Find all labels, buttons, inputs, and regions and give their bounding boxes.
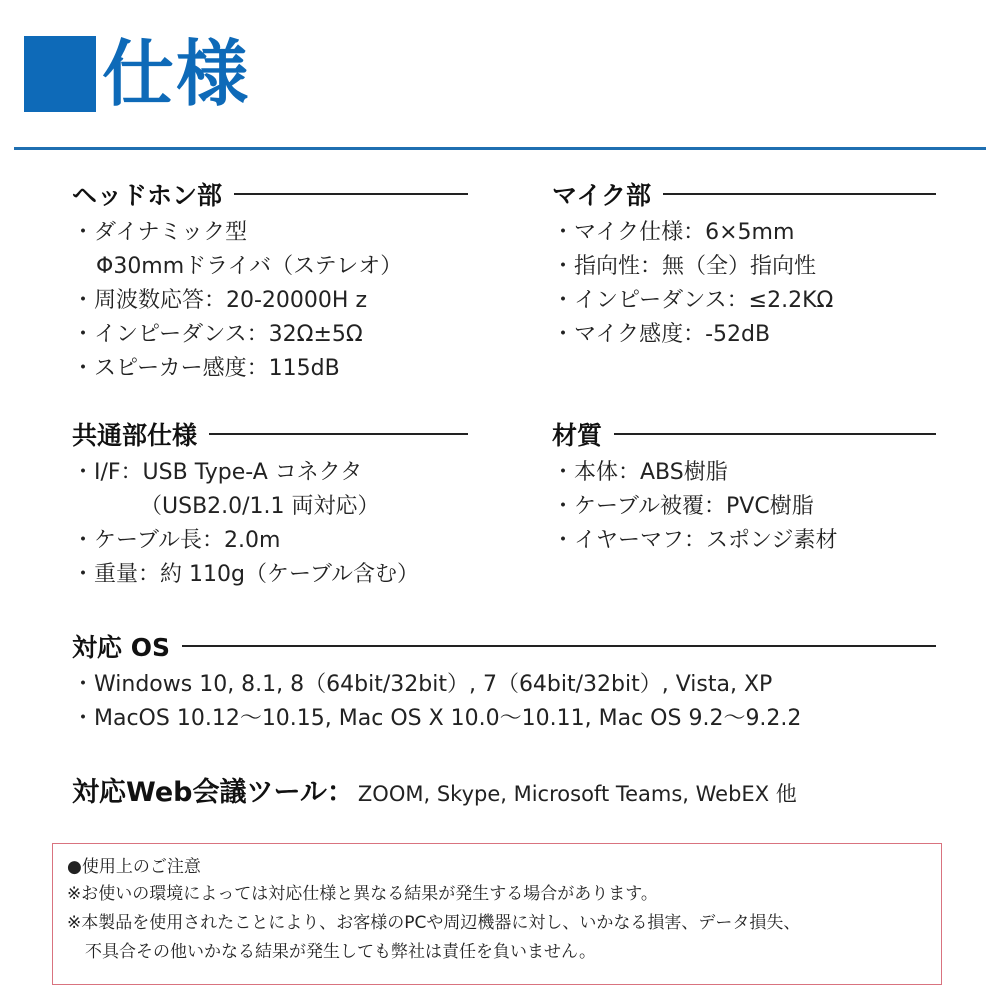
section-title: 対応 OS bbox=[72, 633, 170, 662]
spec-list bbox=[72, 216, 468, 386]
list-item: ・インピーダンス：≤2.2KΩ bbox=[552, 288, 834, 313]
list-item: ・マイク感度：-52dB bbox=[552, 322, 771, 347]
section-title: ヘッドホン部 bbox=[72, 181, 223, 210]
list-item: ・重量：約 110g（ケーブル含む） bbox=[72, 562, 419, 587]
list-item-continuation: （USB2.0/1.1 両対応） bbox=[140, 494, 380, 519]
list-item: ・指向性：無（全）指向性 bbox=[552, 254, 817, 279]
section-title: 材質 bbox=[552, 421, 603, 450]
notice-line: ※本製品を使用されたことにより、お客様のPCや周辺機器に対し、いかなる損害、データ損失、 bbox=[67, 913, 801, 933]
supported-os-section bbox=[72, 628, 936, 736]
list-item: ・MacOS 10.12〜10.15, Mac OS X 10.0〜10.11, Mac OS 9.2〜9.2.2 bbox=[72, 706, 802, 731]
web-meeting-label: 対応Web会議ツール： bbox=[72, 777, 354, 808]
list-item: ・Windows 10, 8.1, 8（64bit/32bit）, 7（64bit/32bit）, Vista, XP bbox=[72, 672, 773, 697]
page-title bbox=[24, 34, 250, 114]
headphone-section bbox=[72, 176, 468, 386]
title-square-mark bbox=[24, 36, 96, 112]
title-divider bbox=[14, 147, 986, 150]
section-rule bbox=[182, 645, 936, 647]
spec-list bbox=[72, 456, 468, 592]
spec-list bbox=[552, 216, 936, 352]
material-section bbox=[552, 416, 936, 558]
spec-list bbox=[552, 456, 936, 558]
list-item-continuation: Φ30mmドライバ（ステレオ） bbox=[96, 254, 403, 279]
section-header bbox=[72, 176, 468, 212]
list-item: ・ケーブル被覆：PVC樹脂 bbox=[552, 494, 814, 519]
common-spec-section bbox=[72, 416, 468, 592]
section-header bbox=[552, 416, 936, 452]
notice-line: ※お使いの環境によっては対応仕様と異なる結果が発生する場合があります。 bbox=[67, 884, 658, 904]
list-item: ・I/F：USB Type-A コネクタ （USB2.0/1.1 両対応） bbox=[72, 456, 468, 524]
section-rule bbox=[234, 193, 468, 195]
list-item: ・本体：ABS樹脂 bbox=[552, 460, 728, 485]
section-title: マイク部 bbox=[552, 181, 652, 210]
notice-line: 不具合その他いかなる結果が発生しても弊社は責任を負いません。 bbox=[85, 942, 597, 962]
mic-section bbox=[552, 176, 936, 352]
list-item: ・ケーブル長：2.0m bbox=[72, 528, 281, 553]
section-header bbox=[72, 416, 468, 452]
web-meeting-value: ZOOM, Skype, Microsoft Teams, WebEX 他 bbox=[357, 782, 797, 806]
section-rule bbox=[663, 193, 936, 195]
page-title-text: 仕様 bbox=[102, 32, 251, 116]
list-item: ・インピーダンス：32Ω±5Ω bbox=[72, 322, 363, 347]
web-meeting-tools bbox=[72, 770, 797, 809]
list-item: ・マイク仕様：6×5mm bbox=[552, 220, 795, 245]
section-header bbox=[552, 176, 936, 212]
spec-list bbox=[72, 668, 936, 736]
notice-title: ●使用上のご注意 bbox=[67, 857, 201, 877]
list-item: ・ダイナミック型 Φ30mmドライバ（ステレオ） bbox=[72, 216, 468, 284]
section-title: 共通部仕様 bbox=[72, 421, 198, 450]
section-rule bbox=[614, 433, 936, 435]
list-item: ・イヤーマフ：スポンジ素材 bbox=[552, 528, 838, 553]
section-header bbox=[72, 628, 936, 664]
section-rule bbox=[209, 433, 468, 435]
usage-notice-box bbox=[52, 843, 942, 985]
list-item: ・周波数応答：20-20000H z bbox=[72, 288, 368, 313]
list-item: ・スピーカー感度：115dB bbox=[72, 356, 340, 381]
